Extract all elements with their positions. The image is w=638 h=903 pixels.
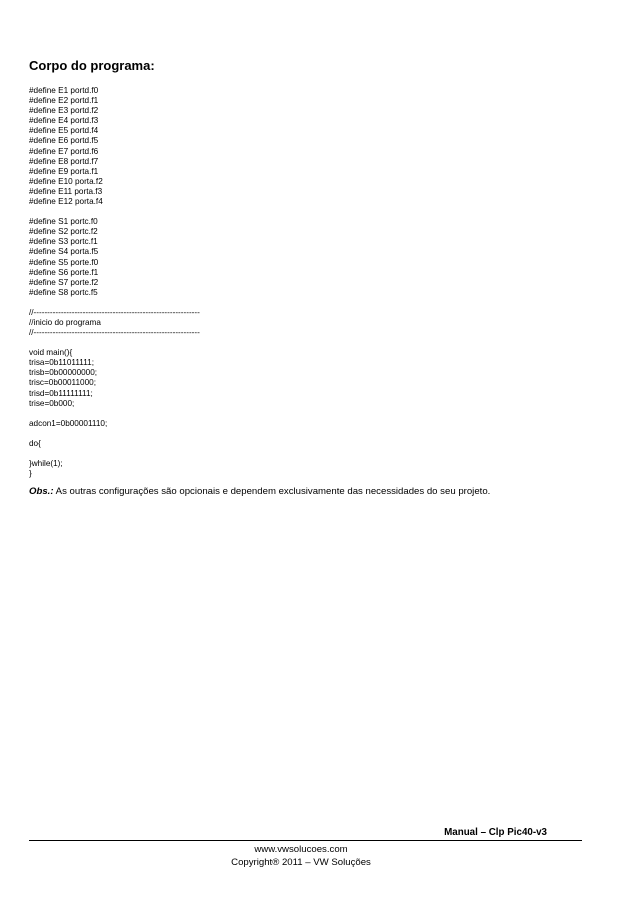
footer-divider (29, 840, 582, 841)
comment-block (29, 308, 200, 338)
code-line: #define S1 portc.f0 (29, 217, 98, 227)
code-line: #define E10 porta.f2 (29, 176, 103, 186)
code-line: #define E7 portd.f6 (29, 146, 99, 156)
code-line: trisc=0b00011000; (29, 378, 96, 388)
footer-website: www.vwsolucoes.com (254, 844, 348, 855)
code-line: #define E12 porta.f4 (29, 197, 103, 207)
defines-outputs-block (29, 217, 200, 298)
footer-copyright: Copyright® 2011 – VW Soluções (231, 857, 371, 868)
code-line: #define E8 portd.f7 (29, 156, 99, 166)
code-line-do: do{ (29, 438, 41, 448)
code-comment: //inicio do programa (29, 317, 101, 327)
code-line-adcon: adcon1=0b00001110; (29, 418, 108, 428)
loop-end-block (29, 459, 200, 479)
footer-manual-title: Manual – Clp Pic40-v3 (444, 827, 547, 838)
code-line: }while(1); (29, 458, 63, 468)
code-line: void main(){ (29, 348, 73, 358)
code-line: #define E1 portd.f0 (29, 86, 99, 95)
code-line: #define S6 porte.f1 (29, 267, 99, 277)
code-line: #define E9 porta.f1 (29, 166, 99, 176)
code-line: #define S3 portc.f1 (29, 237, 98, 247)
code-line: #define E11 porta.f3 (29, 186, 103, 196)
observation-text: As outras configurações são opcionais e dependem exclusivamente das necessidades do seu projeto. (53, 486, 491, 497)
code-line: #define S5 porte.f0 (29, 257, 99, 267)
section-heading: Corpo do programa: (29, 58, 155, 73)
code-line: } (29, 469, 32, 478)
code-comment: //------------------------------------------------------------- (29, 307, 200, 317)
code-line: #define S7 porte.f2 (29, 277, 99, 287)
code-line: #define E6 portd.f5 (29, 136, 99, 146)
code-line: trisd=0b11111111; (29, 388, 93, 398)
defines-inputs-block (29, 86, 200, 207)
code-line: #define S4 porta.f5 (29, 247, 99, 257)
main-function-block (29, 348, 200, 409)
code-line: #define E2 portd.f1 (29, 96, 99, 106)
code-line: #define E3 portd.f2 (29, 106, 99, 116)
code-line: trisa=0b11011111; (29, 358, 95, 368)
code-line: trisb=0b00000000; (29, 368, 98, 378)
code-line: #define E5 portd.f4 (29, 126, 99, 136)
code-line: #define E4 portd.f3 (29, 116, 99, 126)
observation-label: Obs.: (29, 486, 54, 497)
code-comment: //------------------------------------------------------------- (29, 328, 200, 338)
observation-note (29, 486, 490, 497)
code-line: #define S2 portc.f2 (29, 227, 98, 237)
code-listing (29, 86, 200, 479)
code-line: #define S8 portc.f5 (29, 287, 98, 297)
code-line: trise=0b000; (29, 398, 75, 408)
